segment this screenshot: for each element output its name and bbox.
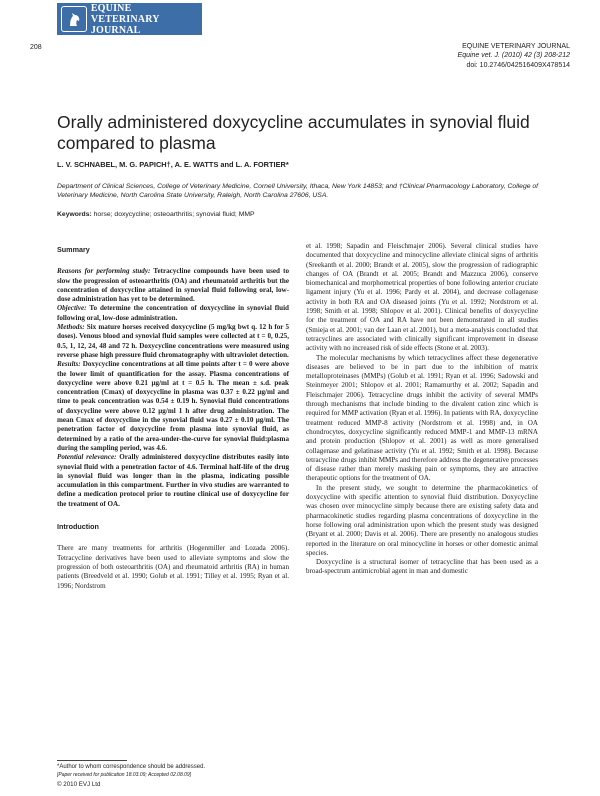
horse-head-icon [61,6,87,32]
intro-paragraph-3: In the present study, we sought to determine the pharmacokinetics of doxycycline with specific attention to synovial fluid distribution. Doxycycline was chosen over minocycline simply because there are existing safety data and pharmacokinetic studies regarding plasma concentrations of doxycycline in the horse following oral administration upon which the present study was designed (Bryant et al. 2000; Davis et al. 2006). There are presently no analogous studies reported in the literature on oral minocycline in horses or other domestic animal species. [306,483,538,557]
summary-heading: Summary [57,245,90,254]
intro-paragraph-1: et al. 1998; Sapadin and Fleischmajer 2006). Several clinical studies have documented that doxycycline and minocycline alleviate clinical signs of arthritis (Sreekanth et al. 2000; Brandt et al. 2005), slow the progression of radiographic changes of OA (Brandt et al. 2005; Brandt and Mazzuca 2006), conserve biomechanical and morphometrical properties of bone following anterior cruciate ligament injury (Yu et al. 1996; Pardy et al. 2004), and decrease collagenase activity in both RA and OA diseased joints (Yu et al. 1992; Nordstrom et al. 1998; Smith et al. 1998; Shlopov et al. 2001). Clinical benefits of doxycycline for the treatment of OA and RA have not been demonstrated in all studies (Smieja et al. 2001; van der Laan et al. 2001), but a meta-analysis concluded that tetracyclines are associated with clinically significant improvement in disease activity with no increased risk of side effects (Stone et al. 2003). [306,242,538,353]
journal-name-line1: EQUINE VETERINARY [90,2,160,25]
objective-text: To determine the concentration of doxycycline in synovial fluid following oral, low-dose administration. [57,304,289,322]
introduction-heading: Introduction [57,522,99,532]
objective-label: Objective: [57,304,87,313]
summary-objective [57,304,289,323]
methods-text: Six mature horses received doxycycline (5 mg/kg bwt q. 12 h for 5 doses). Venous blood and synovial fluid samples were collected at t = 0, 0.25, 0.5, 1, 12, 24, 48 and 72 h. Doxycycline concentrations were measured using reverse phase high pressure fluid chromatography with ultraviolet detection. [57,323,289,359]
citation-block [458,42,570,70]
footnote-divider [57,760,127,761]
reasons-text: Tetracycline compounds have been used to slow the progression of osteoarthritis (OA) and rheumatoid arthritis but the concentration of doxycycline attained in synovial fluid following oral, low-dose administration has yet to be determined. [57,267,289,304]
relevance-text: Orally administered doxycycline distributes easily into synovial fluid with a penetration factor of 4.6. Terminal half-life of the drug in synovial fluid was longer than in the plasma, indicating possible accumulation in this compartment. Further in vivo studies are warranted to define a medication protocol prior to routine clinical use of doxycycline for the treatment of OA. [57,453,289,508]
summary-reasons [57,267,289,304]
methods-label: Methods: [57,323,85,332]
affiliation: Department of Clinical Sciences, College of Veterinary Medicine, Cornell University, Ithaca, New York 14853; and †Clinical Pharmacology Laboratory, College of Veterinary Medicine, North Carolina State University, Raleigh, North Carolina 27606, USA. [57,183,539,199]
summary-relevance [57,453,289,509]
intro-paragraph-left: There are many treatments for arthritis (Hogenmiller and Lozada 2006). Tetracycline derivatives have been used to alleviate symptoms and slow the progression of both osteoarthritis (OA) and rheumatoid arthritis (RA) in human patients (Breedveld et al. 1990; Golub et al. 1991; Tilley et al. 1995; Ryan et al. 1996; Nordstrom [57,544,289,590]
correspondence-note: *Author to whom correspondence should be addressed. [57,764,206,770]
reasons-label: Reasons for performing study: [57,267,151,276]
journal-banner [57,3,202,35]
intro-paragraph-2: The molecular mechanisms by which tetracyclines affect these degenerative diseases are believed to be in part due to the inhibition of matrix metalloproteinases (MMPs) (Golub et al. 1991; Ryan et al. 1996; Sadowski and Steinmeyer 2001; Shlopov et al. 2001; Ramamurthy et al. 2002; Sapadin and Fleischmajer 2006). Tetracycline drugs inhibit the activity of several MMPs through mechanisms that include binding to the divalent cation zinc which is required for MMP activation (Ryan et al. 1996). In patients with RA, doxycycline treatment reduced MMP-8 activity (Nordstrom et al. 1998) and, in OA chondrocytes, doxycycline significantly reduced MMP-1 and MMP-13 mRNA and protein production (Shlopov et al. 2001) as well as more generalised collagenase and gelatinase activity (Yu et al. 1992; Smith et al. 1998). Because tetracycline drugs inhibit MMPs and therefore address the degenerative processes of disease rather than merely masking pain or symptoms, they are attractive therapeutic options for the treatment of OA. [306,353,538,483]
relevance-label: Potential relevance: [57,453,117,462]
journal-name [91,3,202,36]
received-note: [Paper received for publication 18.03.09; Accepted 02.08.09] [57,772,192,778]
keywords-text: horse; doxycycline; osteoarthritis; synovial fluid; MMP [93,211,255,218]
summary-results [57,360,289,453]
citation-journal: EQUINE VETERINARY JOURNAL [462,43,570,50]
page-number: 208 [30,44,42,51]
copyright: © 2010 EVJ Ltd [57,781,101,788]
citation-doi: doi: 10.2746/042516409X478514 [466,61,570,69]
author-list: L. V. SCHNABEL, M. G. PAPICH†, A. E. WATTS and L. A. FORTIER* [57,160,289,169]
intro-paragraph-4: Doxycycline is a structural isomer of tetracycline that has been used as a broad-spectrum antimicrobial agent in man and domestic [306,558,538,576]
keywords [57,211,255,218]
journal-name-line2: JOURNAL [90,24,141,36]
left-column [57,245,289,591]
summary-methods [57,323,289,360]
results-label: Results: [57,360,81,369]
right-column [306,242,538,577]
article-title: Orally administered doxycycline accumulates in synovial fluid compared to plasma [57,112,530,153]
results-text: Doxycycline concentrations at all time points after t = 0 were above the lower limit of quantification for the assay. Plasma concentrations of doxycycline were above 0.21 μg/ml at t = 0.5 h. The mean ± s.d. peak concentration (Cmax) of doxycycline in plasma was 0.37 ± 0.22 μg/ml and time to peak concentration was 0.54 ± 0.19 h. Synovial fluid concentrations of doxycycline were above 0.12 μg/ml 1 h after drug administration. The mean Cmax of doxycycline in the synovial fluid was 0.27 ± 0.10 μg/ml. The penetration factor of doxycycline from plasma into synovial fluid, as determined by a ratio of the area-under-the-curve for synovial fluid:plasma during the sampling period, was 4.6. [57,360,289,452]
footnote [57,763,205,779]
citation-ref: Equine vet. J. (2010) 42 (3) 208-212 [457,52,570,60]
keywords-label: Keywords: [57,211,92,218]
summary-section [57,267,289,509]
